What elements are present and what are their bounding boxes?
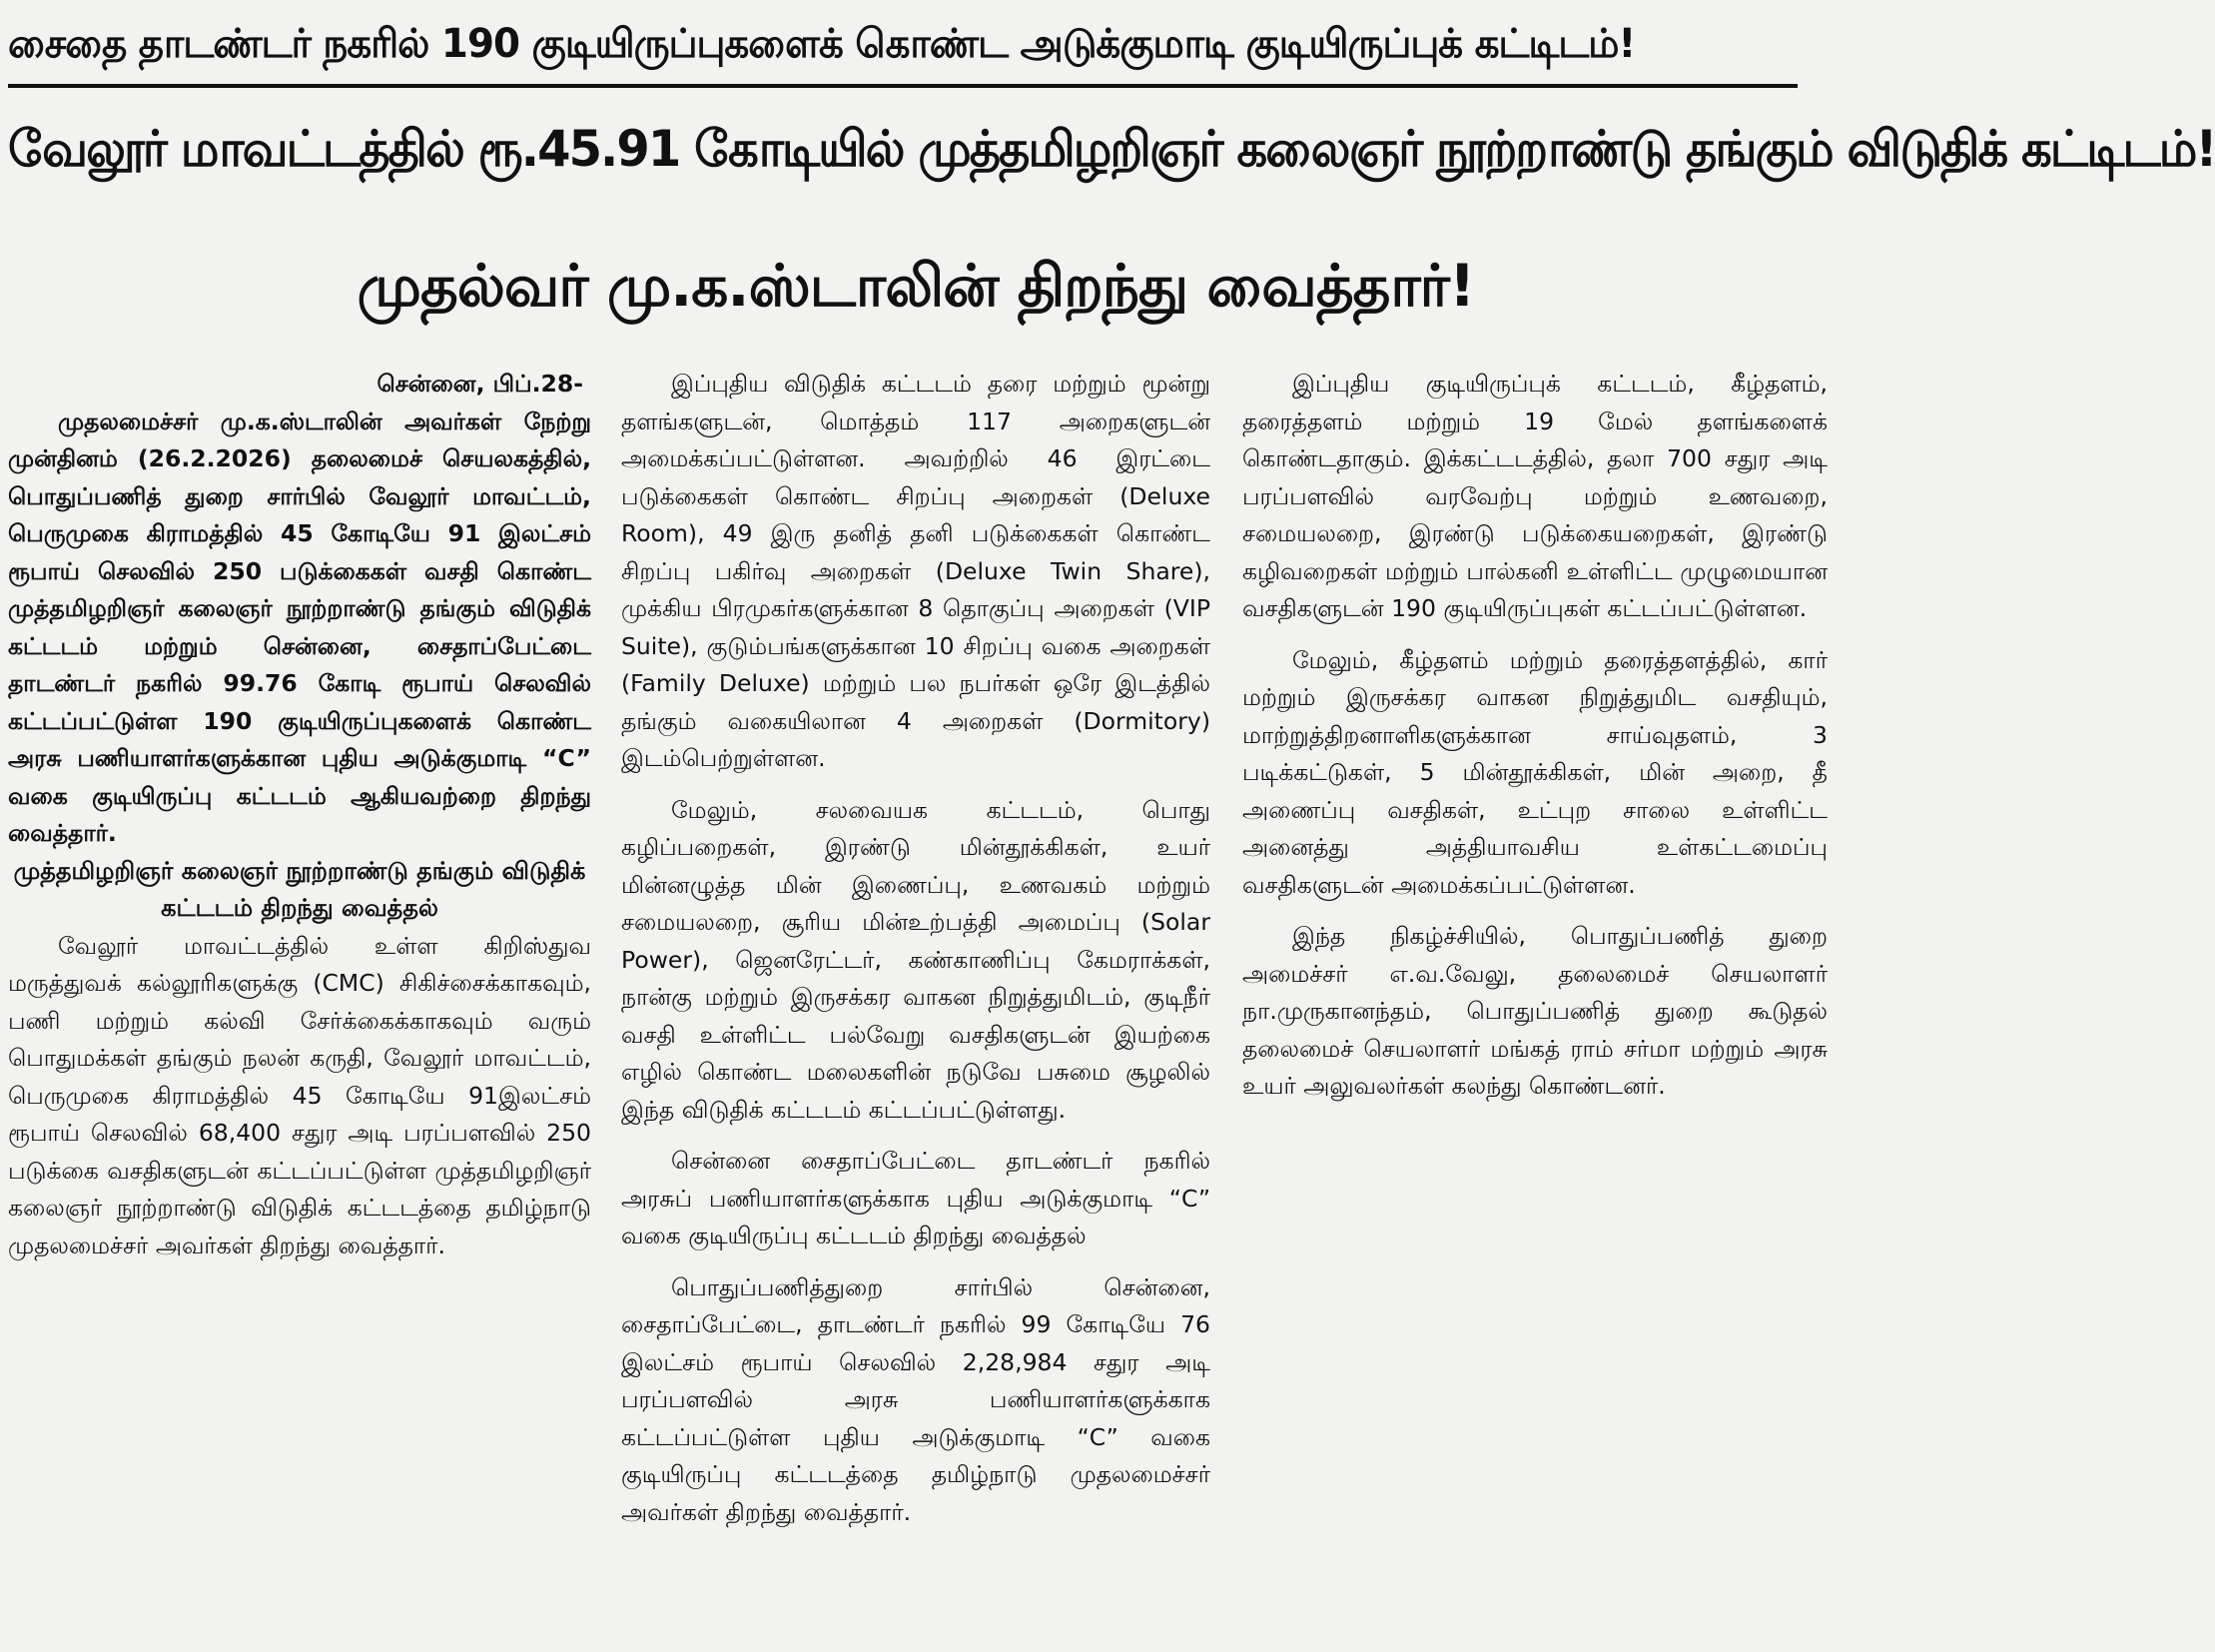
dateline: சென்னை, பிப்.28- <box>376 370 583 398</box>
paragraph-hostel-rooms: இப்புதிய விடுதிக் கட்டடம் தரை மற்றும் மூன்று தளங்களுடன், மொத்தம் 117 அறைகளுடன் அமைக்கப்பட்டுள்ளன. அவற்றில் 46 இரட்டை படுக்கைகள் கொண்ட சிறப்பு அறைகள் (Deluxe Room), 49 இரு தனித் தனி படுக்கைகள் கொண்ட சிறப்பு பகிர்வு அறைகள் (Deluxe Twin Share), முக்கிய பிரமுகர்களுக்கான 8 தொகுப்பு அறைகள் (VIP Suite), குடும்பங்களுக்கான 10 சிறப்பு வகை அறைகள் (Family Deluxe) மற்றும் பல நபர்கள் ஒரே இடத்தில் தங்கும் வகையிலான 4 அறைகள் (Dormitory) இடம்பெற்றுள்ளன. <box>621 370 1210 772</box>
paragraph-housing-floors: இப்புதிய குடியிருப்புக் கட்டடம், கீழ்தளம், தரைத்தளம் மற்றும் 19 மேல் தளங்களைக் கொண்டதாகும். இக்கட்டடத்தில், தலா 700 சதுர அடி பரப்பளவில் வரவேற்பு மற்றும் உணவறை, சமையலறை, இரண்டு படுக்கையறைகள், இரண்டு கழிவறைகள் மற்றும் பால்கனி உள்ளிட்ட முழுமையான வசதிகளுடன் 190 குடியிருப்புகள் கட்டப்பட்டுள்ளன. <box>1242 370 1828 622</box>
sub-headline: முதல்வர் மு.க.ஸ்டாலின் திறந்து வைத்தார்! <box>357 252 1475 320</box>
headline-underline <box>8 84 1798 88</box>
kicker-headline: சைதை தாடண்டர் நகரில் 190 குடியிருப்புகளைக் கொண்ட அடுக்குமாடி குடியிருப்புக் கட்டிடம்! <box>8 21 1636 67</box>
article-column-2 <box>621 366 1210 1648</box>
section-subhead-hostel: முத்தமிழறிஞர் கலைஞர் நூற்றாண்டு தங்கும் விடுதிக் கட்டடம் திறந்து வைத்தல் <box>13 856 586 922</box>
paragraph-attendees: இந்த நிகழ்ச்சியில், பொதுப்பணித் துறை அமைச்சர் எ.வ.வேலு, தலைமைச் செயலாளர் நா.முருகானந்தம், பொதுப்பணித் துறை கூடுதல் தலைமைச் செயலாளர் மங்கத் ராம் சர்மா மற்றும் அரசு உயர் அலுவலர்கள் கலந்து கொண்டனர். <box>1242 922 1828 1100</box>
article-column-1 <box>8 366 591 1648</box>
paragraph-hostel-facilities: மேலும், சலவையக கட்டடம், பொது கழிப்பறைகள், இரண்டு மின்தூக்கிகள், உயர் மின்னழுத்த மின் இணைப்பு, உணவகம் மற்றும் சமையலறை, சூரிய மின்உற்பத்தி அமைப்பு (Solar Power), ஜெனரேட்டர், கண்காணிப்பு கேமராக்கள், நான்கு மற்றும் இருசக்கர வாகன நிறுத்துமிடம், குடிநீர் வசதி உள்ளிட்ட பல்வேறு வசதிகளுடன் இயற்கை எழில் கொண்ட மலைகளின் நடுவே பசுமை சூழலில் இந்த விடுதிக் கட்டடம் கட்டப்பட்டுள்ளது. <box>621 795 1210 1124</box>
article-column-3 <box>1242 366 1828 1648</box>
paragraph-hostel-intro: வேலூர் மாவட்டத்தில் உள்ள கிறிஸ்துவ மருத்துவக் கல்லூரிகளுக்கு (CMC) சிகிச்சைக்காகவும், பணி மற்றும் கல்வி சேர்க்கைக்காகவும் வரும் பொதுமக்கள் தங்கும் நலன் கருதி, வேலூர் மாவட்டம், பெருமுகை கிராமத்தில் 45 கோடியே 91இலட்சம் ரூபாய் செலவில் 68,400 சதுர அடி பரப்பளவில் 250 படுக்கை வசதிகளுடன் கட்டப்பட்டுள்ள முத்தமிழறிஞர் கலைஞர் நூற்றாண்டு விடுதிக் கட்டடத்தை தமிழ்நாடு முதலமைச்சர் அவர்கள் திறந்து வைத்தார். <box>8 931 591 1259</box>
paragraph-housing-facilities: மேலும், கீழ்தளம் மற்றும் தரைத்தளத்தில், கார் மற்றும் இருசக்கர வாகன நிறுத்துமிட வசதியும், மாற்றுத்திறனாளிகளுக்கான சாய்வுதளம், 3 படிக்கட்டுகள், 5 மின்தூக்கிகள், மின் அறை, தீ அணைப்பு வசதிகள், உட்புற சாலை உள்ளிட்ட அனைத்து அத்தியாவசிய உள்கட்டமைப்பு வசதிகளுடன் அமைக்கப்பட்டுள்ளன. <box>1242 645 1828 899</box>
main-headline: வேலூர் மாவட்டத்தில் ரூ.45.91 கோடியில் முத்தமிழறிஞர் கலைஞர் நூற்றாண்டு தங்கும் விடுதிக் கட்டிடம்! <box>8 120 2215 178</box>
lead-paragraph: முதலமைச்சர் மு.க.ஸ்டாலின் அவர்கள் நேற்று முன்தினம் (26.2.2026) தலைமைச் செயலகத்தில், பொதுப்பணித் துறை சார்பில் வேலூர் மாவட்டம், பெருமுகை கிராமத்தில் 45 கோடியே 91 இலட்சம் ரூபாய் செலவில் 250 படுக்கைகள் வசதி கொண்ட முத்தமிழறிஞர் கலைஞர் நூற்றாண்டு தங்கும் விடுதிக் கட்டடம் மற்றும் சென்னை, சைதாப்பேட்டை தாடண்டர் நகரில் 99.76 கோடி ரூபாய் செலவில் கட்டப்பட்டுள்ள 190 குடியிருப்புகளைக் கொண்ட அரசு பணியாளர்களுக்கான புதிய அடுக்குமாடி “C” வகை குடியிருப்பு கட்டடம் ஆகியவற்றை திறந்து வைத்தார். <box>8 407 591 847</box>
section-subhead-housing: சென்னை சைதாப்பேட்டை தாடண்டர் நகரில் அரசுப் பணியாளர்களுக்காக புதிய அடுக்குமாடி “C” வகை குடியிருப்பு கட்டடம் திறந்து வைத்தல் <box>621 1147 1210 1249</box>
paragraph-housing-intro: பொதுப்பணித்துறை சார்பில் சென்னை, சைதாப்பேட்டை, தாடண்டர் நகரில் 99 கோடியே 76 இலட்சம் ரூபாய் செலவில் 2,28,984 சதுர அடி பரப்பளவில் அரசு பணியாளர்களுக்காக கட்டப்பட்டுள்ள புதிய அடுக்குமாடி “C” வகை குடியிருப்பு கட்டடத்தை தமிழ்நாடு முதலமைச்சர் அவர்கள் திறந்து வைத்தார். <box>621 1272 1210 1526</box>
